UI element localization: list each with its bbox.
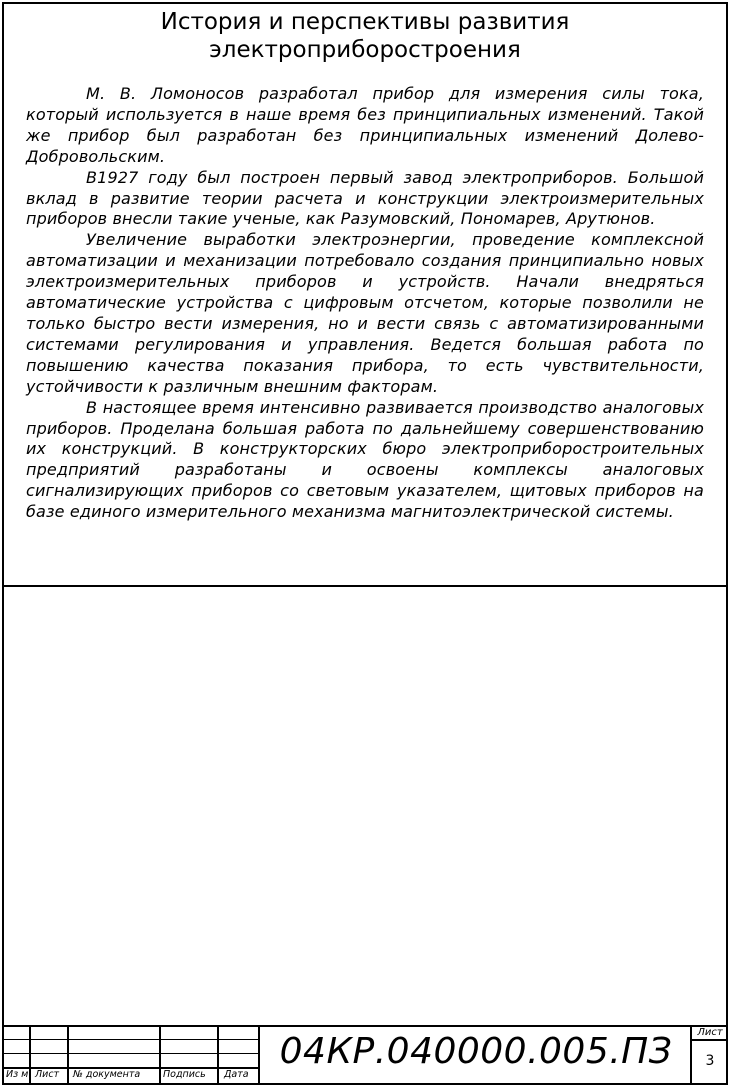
sheet-label: Лист	[697, 1027, 723, 1038]
title-line-2: электроприборостроения	[209, 37, 521, 63]
stamp-label-izm: Из м	[6, 1069, 29, 1080]
paragraph: В1927 году был построен первый завод электроприборов. Большой вклад в развитие теории расчета и конструкции электроизмерительных приборов внесли такие ученые, как Разумовский, Пономарев, Арутюнов.	[26, 167, 704, 229]
document-code: 04КР.040000.005.ПЗ	[279, 1031, 673, 1072]
title-line-1: История и перспективы развития	[160, 9, 570, 35]
stamp-label-list: Лист	[35, 1069, 60, 1080]
stamp-divider	[29, 1025, 31, 1083]
stamp-divider	[217, 1025, 219, 1083]
paragraph: М. В. Ломоносов разработал прибор для измерения силы тока, который используется в наше время без принципиальных изменений. Такой же прибор был разработан без принципиальных изменений Долево- Добровольским.	[26, 84, 704, 166]
stamp-divider	[258, 1025, 260, 1083]
stamp-label-sign: Подпись	[163, 1069, 206, 1080]
title-block	[4, 1025, 726, 1083]
stamp-divider	[159, 1025, 161, 1083]
body-text	[26, 84, 704, 523]
section-divider	[4, 585, 726, 587]
stamp-row-line	[4, 1053, 258, 1054]
stamp-row-line	[4, 1039, 258, 1040]
stamp-label-doc: № документа	[73, 1069, 141, 1080]
stamp-row-line	[690, 1039, 726, 1041]
drawing-sheet	[2, 2, 728, 1085]
stamp-label-date: Дата	[224, 1069, 249, 1080]
stamp-divider	[690, 1025, 692, 1083]
stamp-divider	[67, 1025, 69, 1083]
paragraph: Увеличение выработки электроэнергии, проведение комплексной автоматизации и механизации потребовало создания принципиально новых электроизмерительных приборов и устройств. Начали внедряться автоматические устройства с цифровым отсчетом, которые позволили не только быстро вести измерения, но и вести связь с автоматизированными системами регулирования и управления. Ведется большая работа по повышению качества показания прибора, то есть чувствительности, устойчивости к различным внешним факторам.	[26, 230, 704, 396]
sheet-number: 3	[705, 1053, 715, 1069]
page-title	[4, 8, 726, 64]
paragraph: В настоящее время интенсивно развивается производство аналоговых приборов. Проделана большая работа по дальнейшему совершенствованию их конструкций. В конструкторских бюро электроприборостроительных предприятий разработаны и освоены комплексы аналоговых сигнализирующих приборов со световым указателем, щитовых приборов на базе единого измерительного механизма магнитоэлектрической системы.	[26, 397, 704, 522]
